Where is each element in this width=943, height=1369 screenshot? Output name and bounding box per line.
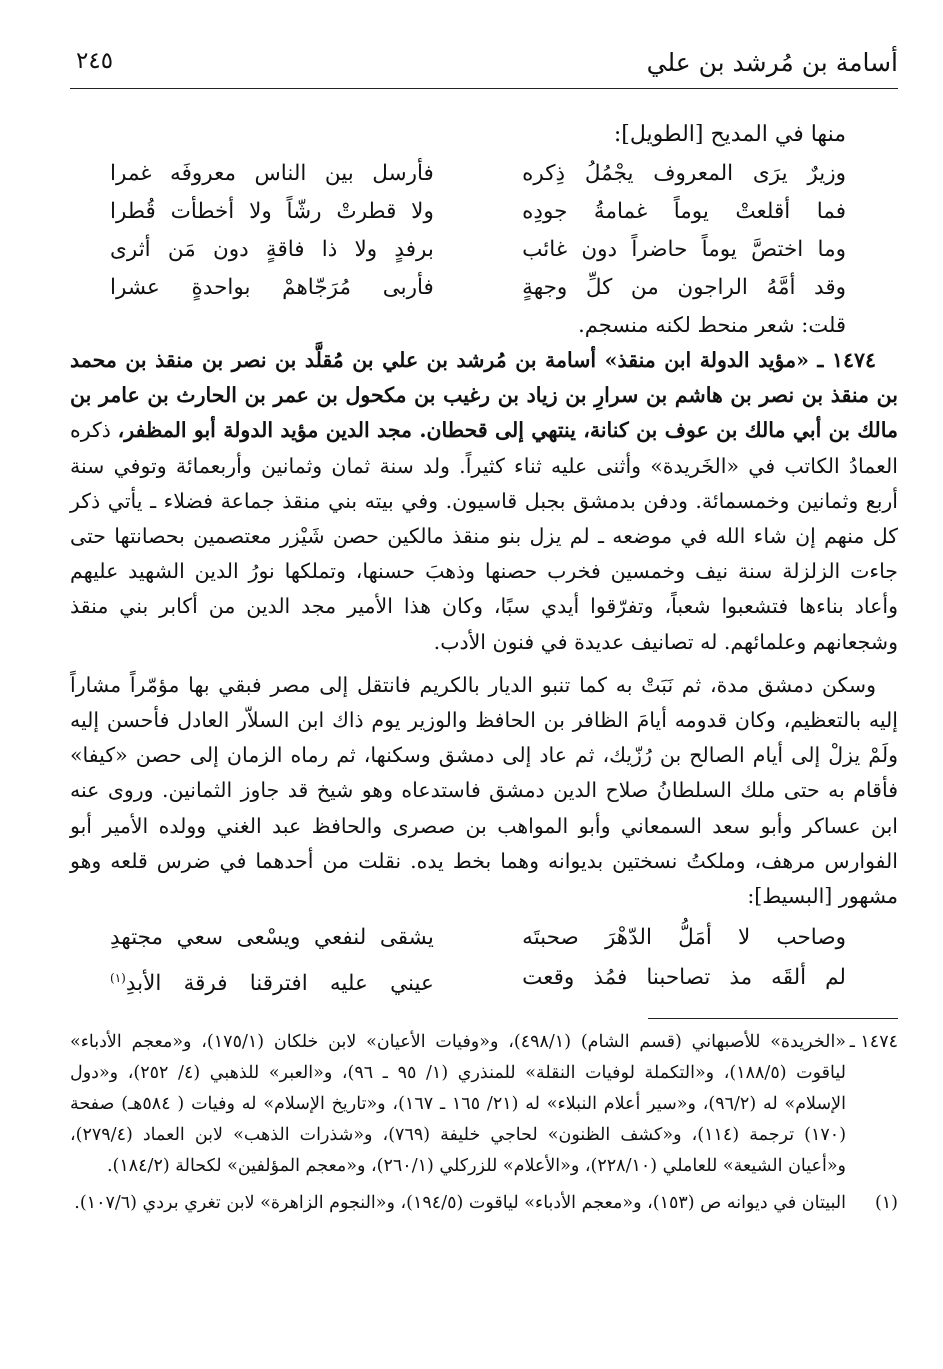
verse-3 <box>70 231 898 269</box>
verse-6-second-text: عيني عليه افترقنا فرقة الأبدِ <box>125 971 434 997</box>
page-header <box>70 30 898 89</box>
footnote-divider <box>648 1018 898 1019</box>
verse-5 <box>70 918 898 958</box>
verse-4 <box>70 269 898 307</box>
book-page <box>70 30 898 1350</box>
footnotes <box>70 1027 898 1219</box>
verse-1 <box>70 155 898 193</box>
verse-5-first-hemistich: وصاحب لا أمَلُّ الدّهْرَ صحبتَه <box>522 925 846 951</box>
verse-2-second-hemistich: ولا قطرتْ رشّاً ولا أخطأت قُطرا <box>110 199 434 224</box>
verse-1-second-hemistich: فأرسل بين الناس معروفَه غمرا <box>110 161 434 186</box>
entry-heading: ١٤٧٤ ـ «مؤيد الدولة ابن منقذ» <box>596 348 876 372</box>
verse-1-first-hemistich: وزيرٌ يرَى المعروف يجْمُلُ ذِكره <box>522 161 846 186</box>
verse-2-first-hemistich: فما أقلعتْ يوماً غمامةُ جودِه <box>522 199 846 224</box>
footnote-number: (١) <box>874 1193 898 1214</box>
verse-4-second-hemistich: فأربى مُرَجّاهمْ بواحدةٍ عشرا <box>110 275 434 300</box>
running-title: أسامة بن مُرشد بن علي <box>646 48 898 77</box>
page-number: ٢٤٥ <box>76 48 114 74</box>
verse-3-first-hemistich: وما اختصَّ يوماً حاضراً دون غائب <box>522 237 846 262</box>
entry-paragraph-1 <box>70 343 898 660</box>
footnote-reference: (١) <box>110 971 126 986</box>
biography-entry <box>70 343 898 914</box>
entry-paragraph-1-text: ذكره العمادُ الكاتب في «الخَريدة» وأثنى عليه ثناء كثيراً. ولد سنة ثمان وثمانين وأربعمائة وتوفي سنة أربع وثمانين وخمسمائة. ودفن بدمشق بجبل قاسيون. وفي بيته بني منقذ جماعة فضلاء ـ يأتي ذكر كل منهم إن شاء الله في موضعه ـ لم يزل بنو منقذ مالكين حصن شَيْزر معتصمين بحصانتها حتى جاءت الزلزلة سنة نيف وخمسين فخرب حصنها وذهبَ حسنها، وتملكها نورُ الدين الشهيد عليهم وأعاد بناءها فتشعبوا شعباً، وتفرّقوا أيدي سبًا، وكان هذا الأمير مجد الدين من أكابر بني منقذ وشجعانهم وعلمائهم. له تصانيف عديدة في فنون الأدب. <box>70 418 898 654</box>
verse-4-first-hemistich: وقد أمَّهُ الراجون من كلِّ وجهةٍ <box>522 275 846 300</box>
poem-madih <box>70 155 898 307</box>
poem-basit <box>70 918 898 1004</box>
footnote-1474 <box>70 1027 898 1182</box>
footnote-text: «الخريدة» للأصبهاني (قسم الشام) (٤٩٨/١)، و«وفيات الأعيان» لابن خلكان (١٧٥/١)، و«معجم الأدباء» لياقوت (١٨٨/٥)، و«التكملة لوفيات النقلة» للمنذري (١/ ٩٥ ـ ٩٦)، و«العبر» للذهبي (٤/ ٢٥٢)، و«دول الإسلام» له (٩٦/٢)، و«سير أعلام النبلاء» له (٢١/ ١٦٥ ـ ١٦٧)، و«تاريخ الإسلام» له وفيات ( ٥٨٤هـ) صفحة (١٧٠) ترجمة (١١٤)، و«كشف الظنون» لحاجي خليفة (٧٦٩)، و«شذرات الذهب» لابن العماد (٢٧٩/٤)، و«أعيان الشيعة» للعاملي (٢٢٨/١٠)، و«الأعلام» للزركلي (٢٦٠/١)، و«معجم المؤلفين» لكحالة (١٨٤/٢). <box>70 1032 847 1177</box>
verse-2 <box>70 193 898 231</box>
entry-paragraph-2: وسكن دمشق مدة، ثم نَبَتْ به كما تنبو الديار بالكريم فانتقل إلى مصر فبقي بها مؤمّراً مشاراً إليه بالتعظيم، وكان قدومه أيامَ الظافر بن الحافظ والوزير يوم ذاك ابن السلاّر العادل فأحسن إليه ولَمْ يزلْ إلى أيام الصالح بن رُزّيك، ثم عاد إلى دمشق وسكنها، ثم رماه الزمان إلى حصن «كيفا» فأقام به حتى ملك السلطانُ صلاح الدين دمشق فاستدعاه وهو شيخ قد جاوز الثمانين. وروى عنه ابن عساكر وأبو سعد السمعاني وأبو المواهب بن صصرى والحافظ عبد الغني وولده الأمير أبو الفوارس مرهف، وملكتُ نسختين بديوانه وهما بخط يده. نقلت من أحدهما في ضرس قلعه وهو مشهور [البسيط]: <box>70 672 898 909</box>
author-comment: قلت: شعر منحط لكنه منسجم. <box>578 313 846 337</box>
entry-lineage: أسامة بن مُرشد بن علي بن مُقلَّد بن نصر بن منقذ بن محمد بن منقذ بن نصر بن هاشم بن سرارِ بن زياد بن رغيب بن مكحول بن عمر بن الحارث بن عامر بن مالك بن أبي مالك بن عوف بن كنانة، ينتهي إلى قحطان. مجد الدين مؤيد الدولة أبو المظفر، <box>70 348 898 443</box>
footnote-number: ١٤٧٤ ـ <box>849 1032 898 1053</box>
verse-6-second-hemistich <box>110 958 434 1004</box>
footnote-1 <box>70 1188 898 1219</box>
intro-line: منها في المديح [الطويل]: <box>613 122 846 147</box>
verse-3-second-hemistich: برفدٍ ولا ذا فاقةٍ دون مَن أثرى <box>110 237 434 262</box>
verse-5-second-hemistich: يشقى لنفعي ويسْعى سعي مجتهدِ <box>110 925 434 951</box>
verse-6-first-hemistich: لم ألقَه مذ تصاحبنا فمُذ وقعت <box>522 965 846 991</box>
footnote-text: البيتان في ديوانه ص (١٥٣)، و«معجم الأدباء» لياقوت (١٩٤/٥)، و«النجوم الزاهرة» لابن تغري بردي (١٠٧/٦). <box>74 1193 846 1214</box>
verse-6 <box>70 958 898 1004</box>
